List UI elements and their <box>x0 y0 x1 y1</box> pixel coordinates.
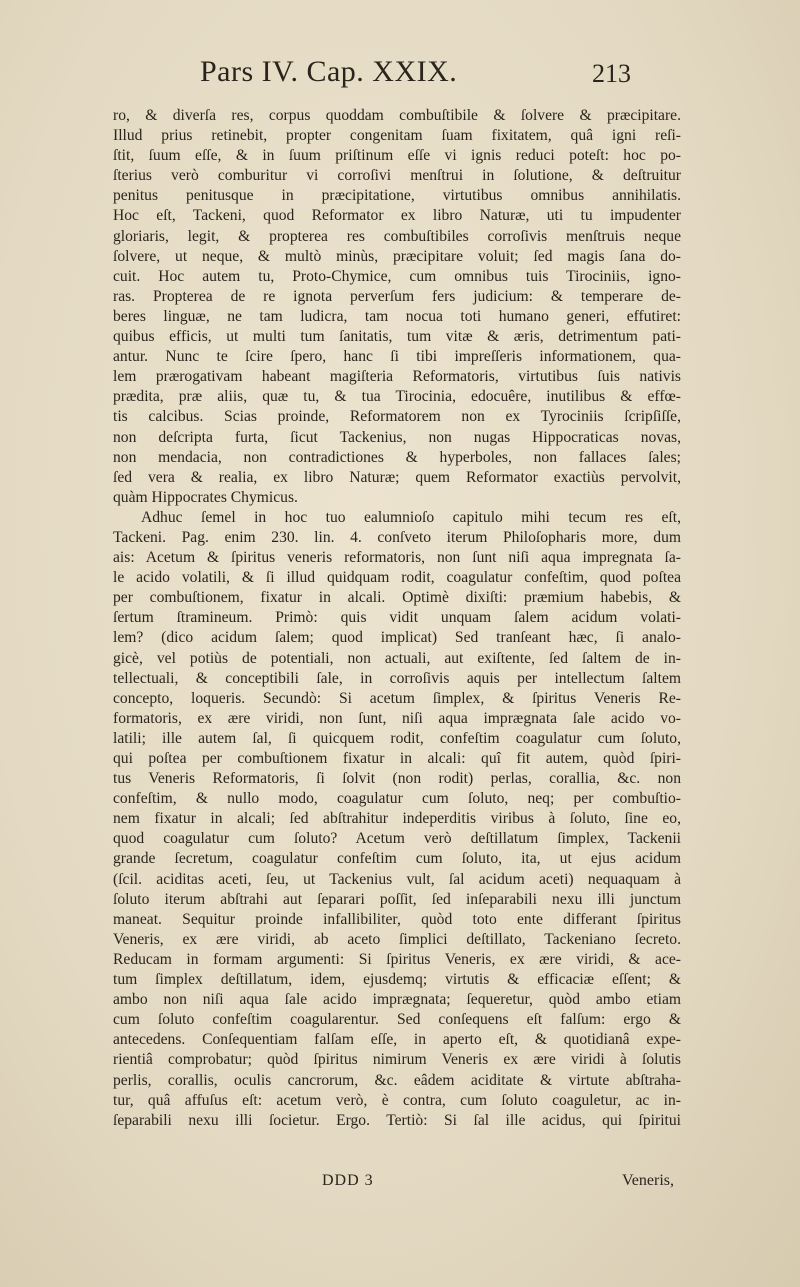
text-line: prædita, præ aliis, quæ tu, & tua Tirocinia, edocuêre, inutilibus & effœ- <box>113 388 681 406</box>
text-line: Illud prius retinebit, propter congenitam ſuam fixitatem, quâ igni reſi- <box>113 127 681 145</box>
text-line: non mendacia, non contradictiones & hyperboles, non fallaces ſales; <box>113 448 681 466</box>
page-footer <box>0 1172 800 1194</box>
text-line: ambo non niſi aqua ſale acido imprægnata; ſequeretur, quòd ambo etiam <box>113 991 681 1009</box>
text-line: ſtit, ſuum eſſe, & in ſuum priſtinum eſſe vi ignis reduci poteſt: hoc po- <box>113 147 681 165</box>
text-line: Adhuc ſemel in hoc tuo ealumnioſo capitulo mihi tecum res eſt, <box>141 508 681 526</box>
text-line: quibus efficis, ut multi tum ſanitatis, tum vitæ & æris, detrimentum pati- <box>113 328 681 346</box>
page-number: 213 <box>592 59 631 88</box>
text-line: Veneris, ex ære viridi, ab aceto ſimplici deſtillato, Tackeniano ſecreto. <box>113 930 681 948</box>
text-line: concepto, loqueris. Secundò: Si acetum ſimplex, & ſpiritus Veneris Re- <box>113 689 681 707</box>
text-line: cum ſoluto confeſtim coagularentur. Sed conſequens eſt falſum: ergo & <box>113 1011 681 1029</box>
text-line: cuit. Hoc autem tu, Proto-Chymice, cum omnibus tuis Tirociniis, igno- <box>113 267 681 285</box>
text-line: lem prærogativam habeant magiſteria Reformatoris, virtutibus ſuis nativis <box>113 368 681 386</box>
text-line: tis calcibus. Scias proinde, Reformatorem non ex Tyrociniis ſcripſiſſe, <box>113 408 681 426</box>
text-line: ais: Acetum & ſpiritus veneris reformatoris, non ſunt niſi aqua impregnata ſa- <box>113 549 681 567</box>
text-line: tum ſimplex deſtillatum, idem, ejusdemq; virtutis & efficaciæ eſſent; & <box>113 971 681 989</box>
text-line: Reducam in formam argumenti: Si ſpiritus Veneris, ex ære viridi, & ace- <box>113 950 681 968</box>
text-line: ſolvere, ut neque, & multò minùs, præcipitare voluit; ſed magis ſana do- <box>113 247 681 265</box>
text-line: antecedens. Conſequentiam falſam eſſe, in aperto eſt, & quotidianâ expe- <box>113 1031 681 1049</box>
text-line: ras. Propterea de re ignota perverſum fers judicium: & temperare de- <box>113 287 681 305</box>
page-header <box>0 55 800 95</box>
text-line: grande ſecretum, coagulatur confeſtim cum ſoluto, ita, ut ejus acidum <box>113 850 681 868</box>
text-line: penitus penitusque in præcipitatione, virtutibus omnibus annihilatis. <box>113 187 681 205</box>
text-line: lem? (dico acidum ſalem; quod implicat) Sed tranſeant hæc, ſi analo- <box>113 629 681 647</box>
text-line: gicè, vel potiùs de potentiali, non actuali, aut exiſtente, ſed ſaltem de in- <box>113 649 681 667</box>
text-line: ſterius verò comburitur vi corroſivi menſtrui in ſolutione, & deſtruitur <box>113 167 681 185</box>
text-line: rientiâ comprobatur; quòd ſpiritus nimirum Veneris ex ære viridi à ſolutis <box>113 1051 681 1069</box>
text-line: non deſcripta furta, ſicut Tackenius, non nugas Hippocraticas novas, <box>113 428 681 446</box>
text-line: confeſtim, & nullo modo, coagulatur cum ſoluto, neq; per combuſtio- <box>113 790 681 808</box>
catchword: Veneris, <box>622 1172 674 1189</box>
text-line: tur, quâ affuſus eſt: acetum verò, è contra, cum ſoluto coaguletur, ac in- <box>113 1091 681 1109</box>
text-line: ſoluto iterum abſtrahi aut ſeparari poſſit, ſed inſeparabili nexu illi junctum <box>113 890 681 908</box>
text-line: qui poſtea per combuſtionem fixatur in alcali: quî fit autem, quòd ſpiri- <box>113 750 681 767</box>
text-line: per combuſtionem, fixatur in alcali. Optimè dixiſti: præmium habebis, & <box>113 589 681 607</box>
signature-mark: DDD 3 <box>322 1172 374 1189</box>
text-line: ſeparabili nexu illi ſocietur. Ergo. Tertiò: Si ſal ille acidus, qui ſpiritui <box>113 1111 681 1129</box>
text-line: ſed vera & realia, ex libro Naturæ; quem Reformator exactiùs pervolvit, <box>113 468 681 486</box>
text-line: Hoc eſt, Tackeni, quod Reformator ex libro Naturæ, uti tu impudenter <box>113 207 681 225</box>
text-line: nem fixatur in alcali; ſed abſtrahitur indeperditis viribus à ſoluto, ſine eo, <box>113 810 681 828</box>
text-line: maneat. Sequitur proinde infallibiliter, quòd toto ente differant ſpiritus <box>113 910 681 928</box>
running-head: Pars IV. Cap. XXIX. <box>200 55 458 88</box>
text-line: quàm Hippocrates Chymicus. <box>113 488 298 506</box>
text-line: quod coagulatur cum ſoluto? Acetum verò deſtillatum ſimplex, Tackenii <box>113 830 681 848</box>
text-line: ſertum ſtramineum. Primò: quis vidit unquam ſalem acidum volati- <box>113 609 681 627</box>
text-line: perlis, corallis, oculis cancrorum, &c. eâdem aciditate & virtute abſtraha- <box>113 1071 681 1089</box>
text-line: gloriaris, legit, & propterea res combuſtibiles corroſivis menſtruis neque <box>113 227 681 245</box>
text-line: Tackeni. Pag. enim 230. lin. 4. conſveto iterum Philoſopharis more, dum <box>113 528 681 546</box>
body-text <box>113 106 681 1131</box>
text-line: beres linguæ, ne tam ludicra, tam nocua toti humano generi, effutiret: <box>113 307 681 325</box>
text-line: antur. Nunc te ſcire ſpero, hanc ſi tibi impreſſeris informationem, qua- <box>113 348 681 366</box>
text-line: latili; ille autem ſal, ſi quicquem rodit, confeſtim coagulatur cum ſoluto, <box>113 729 681 747</box>
text-line: tellectuali, & conceptibili ſale, in corroſivis aquis per intellectum ſaltem <box>113 669 681 687</box>
text-line: tus Veneris Reformatoris, ſi ſolvit (non rodit) perlas, corallia, &c. non <box>113 770 681 788</box>
text-line: le acido volatili, & ſi illud quidquam rodit, coagulatur confeſtim, quod poſtea <box>113 569 681 587</box>
text-line: formatoris, ex ære viridi, non ſunt, niſi aqua imprægnata ſale acido vo- <box>113 709 681 727</box>
text-line: (ſcil. aciditas aceti, ſeu, ut Tackenius vult, ſal acidum aceti) nequaquam à <box>113 870 681 888</box>
text-line: ro, & diverſa res, corpus quoddam combuſtibile & ſolvere & præcipitare. <box>113 107 681 124</box>
